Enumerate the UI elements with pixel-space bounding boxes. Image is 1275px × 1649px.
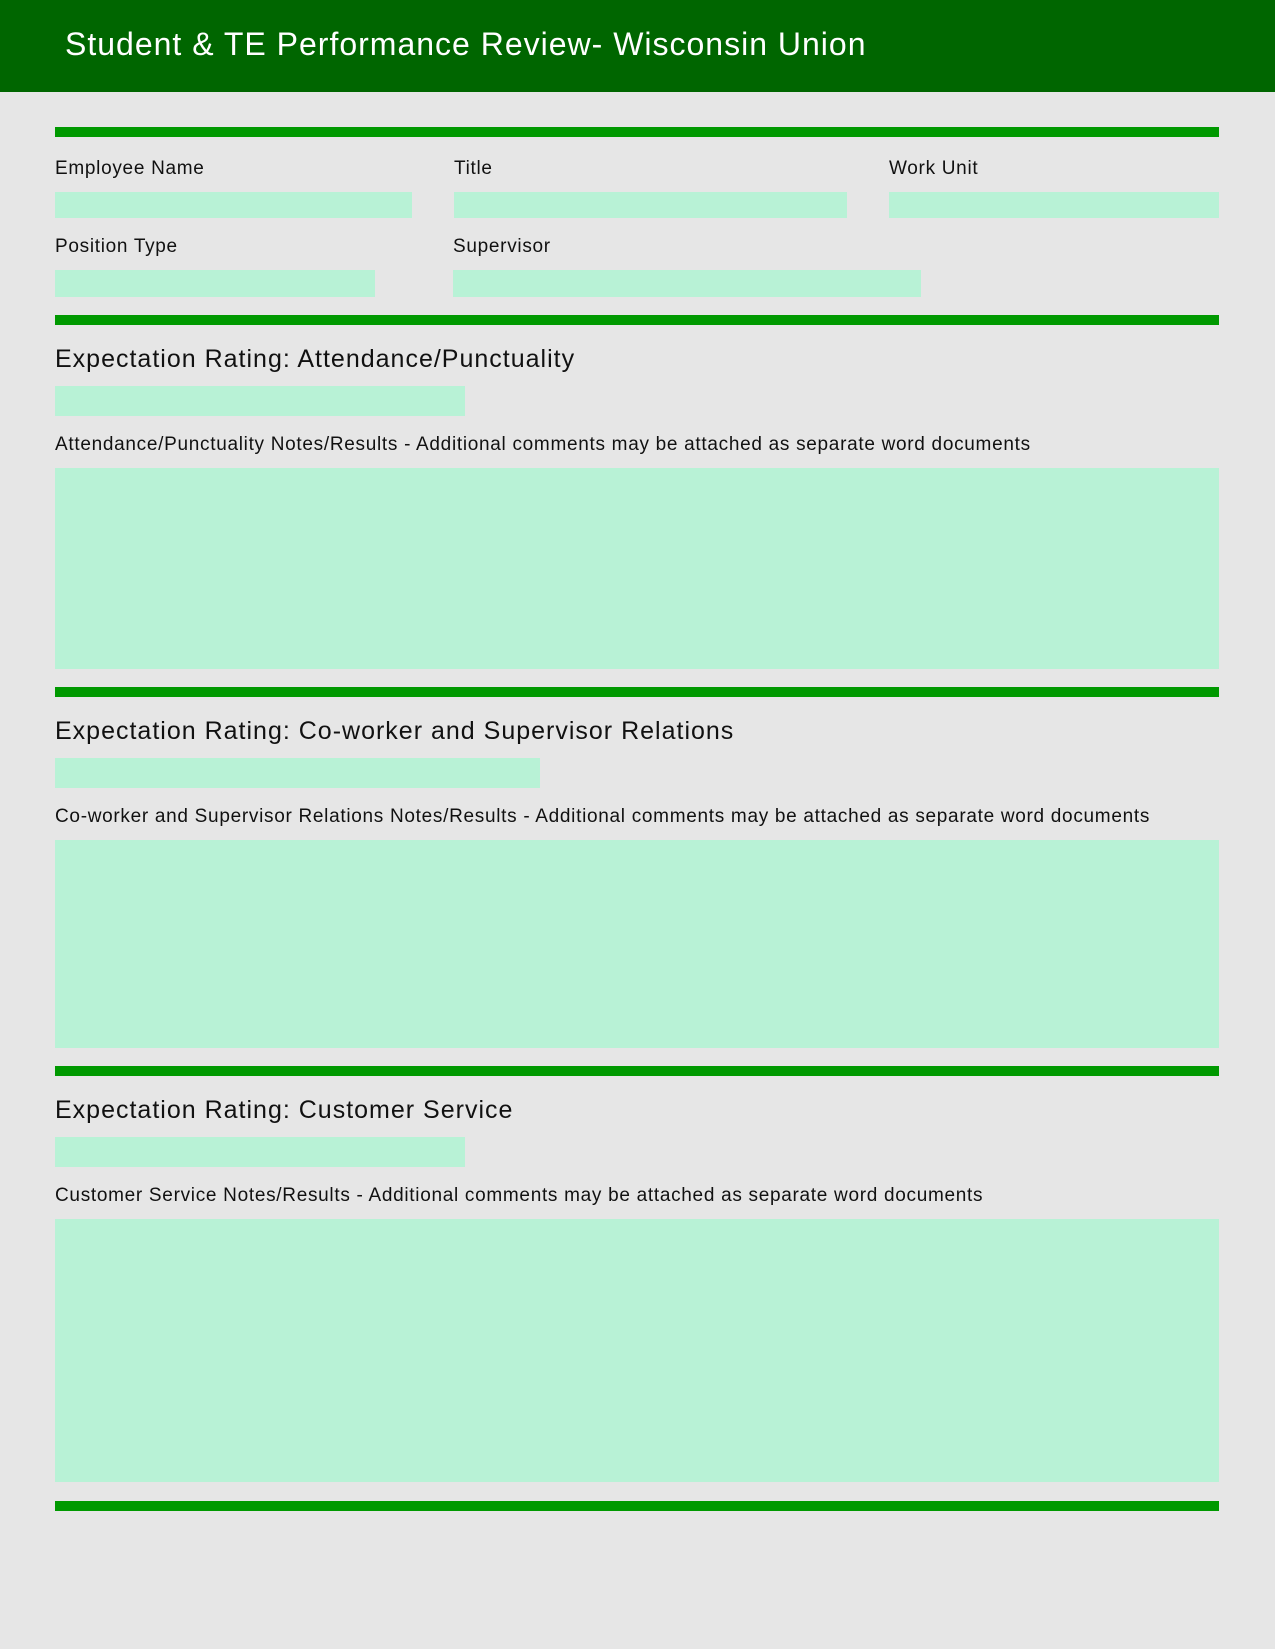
- attendance-rating-field[interactable]: [55, 386, 465, 416]
- relations-notes-field[interactable]: [55, 840, 1219, 1048]
- work-unit-field[interactable]: [889, 192, 1219, 218]
- customer-service-rating-field[interactable]: [55, 1137, 465, 1167]
- work-unit-label: Work Unit: [889, 158, 979, 179]
- supervisor-field[interactable]: [453, 270, 921, 297]
- attendance-rating-heading: Expectation Rating: Attendance/Punctuality: [55, 345, 576, 373]
- page-header: [0, 0, 1275, 92]
- relations-rating-field[interactable]: [55, 758, 540, 788]
- attendance-notes-field[interactable]: [55, 468, 1219, 669]
- title-label: Title: [454, 158, 493, 179]
- relations-notes-label: Co-worker and Supervisor Relations Notes/Results - Additional comments may be attached as separate word documents: [55, 806, 1151, 827]
- section-divider: [55, 687, 1219, 697]
- customer-service-notes-label: Customer Service Notes/Results - Additional comments may be attached as separate word documents: [55, 1185, 984, 1206]
- attendance-notes-label: Attendance/Punctuality Notes/Results - Additional comments may be attached as separate word documents: [55, 434, 1031, 455]
- employee-name-field[interactable]: [55, 192, 412, 218]
- title-field[interactable]: [454, 192, 847, 218]
- page-title: Student & TE Performance Review- Wisconsin Union: [65, 26, 867, 62]
- supervisor-label: Supervisor: [453, 236, 551, 257]
- position-type-field[interactable]: [55, 270, 375, 297]
- customer-service-notes-field[interactable]: [55, 1219, 1219, 1482]
- section-divider: [55, 315, 1219, 325]
- section-divider: [55, 127, 1219, 137]
- relations-rating-heading: Expectation Rating: Co-worker and Supervisor Relations: [55, 717, 735, 745]
- position-type-label: Position Type: [55, 236, 178, 257]
- section-divider: [55, 1501, 1219, 1511]
- section-divider: [55, 1066, 1219, 1076]
- employee-name-label: Employee Name: [55, 158, 205, 179]
- customer-service-rating-heading: Expectation Rating: Customer Service: [55, 1096, 514, 1124]
